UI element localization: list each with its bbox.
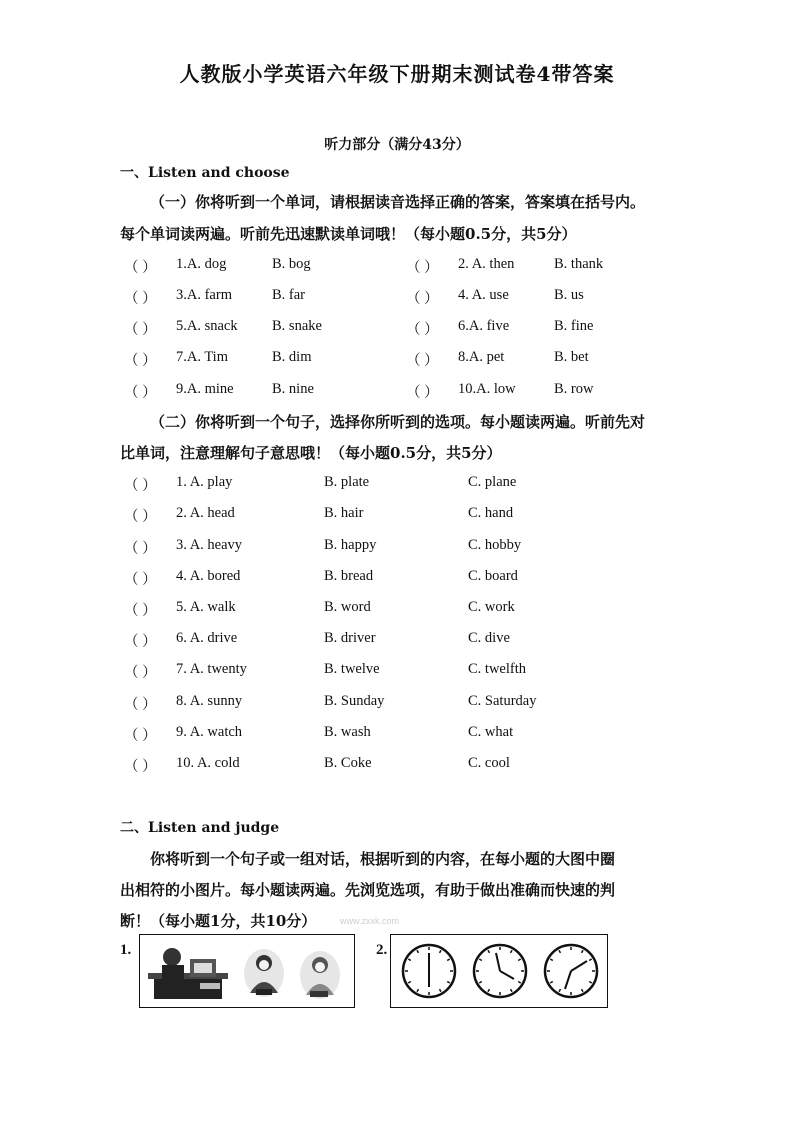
option-b: B. dim xyxy=(272,349,312,365)
option-a: 9.A. mine xyxy=(176,381,234,397)
girl-portrait-icon xyxy=(300,951,340,999)
option-b: B. bread xyxy=(324,568,374,584)
answer-blank[interactable]: （ ） xyxy=(124,541,157,557)
clock-icon xyxy=(545,945,597,997)
answer-blank[interactable]: （ ） xyxy=(124,260,157,276)
option-b: B. thank xyxy=(554,256,604,272)
answer-blank[interactable]: （ ） xyxy=(124,603,157,619)
option-b: B. nine xyxy=(272,381,314,397)
part1-instruction-1: （一）你将听到一个单词，请根据读音选择正确的答案，答案填在括号内。 xyxy=(150,193,646,211)
option-a: 6.A. five xyxy=(458,318,510,334)
option-b: B. bog xyxy=(272,256,311,272)
clocks-illustration xyxy=(391,935,607,1007)
option-a: 3.A. farm xyxy=(176,287,232,303)
option-a: 2. A. then xyxy=(458,256,515,272)
option-a: 8.A. pet xyxy=(458,349,505,365)
people-illustration xyxy=(140,935,354,1007)
page-title: 人教版小学英语六年级下册期末测试卷4带答案 xyxy=(179,62,615,86)
option-b: B. far xyxy=(272,287,306,303)
answer-blank[interactable]: （ ） xyxy=(406,291,439,307)
option-b: B. happy xyxy=(324,537,377,553)
option-a: 5.A. snack xyxy=(176,318,238,334)
section2-instruction-1: 你将听到一个句子或一组对话，根据听到的内容，在每小题的大图中圈 xyxy=(150,850,616,868)
clock-icon xyxy=(403,945,455,997)
answer-blank[interactable]: （ ） xyxy=(124,478,157,494)
option-c: C. hobby xyxy=(468,537,522,553)
answer-blank[interactable]: （ ） xyxy=(124,509,157,525)
option-c: C. work xyxy=(468,599,515,615)
option-c: C. board xyxy=(468,568,518,584)
question-1-picture-box xyxy=(139,934,355,1008)
option-a: 7.A. Tim xyxy=(176,349,228,365)
answer-blank[interactable]: （ ） xyxy=(124,385,157,401)
answer-blank[interactable]: （ ） xyxy=(406,260,439,276)
option-b: B. Sunday xyxy=(324,693,385,709)
option-b: B. driver xyxy=(324,630,376,646)
answer-blank[interactable]: （ ） xyxy=(124,322,157,338)
option-a: 6. A. drive xyxy=(176,630,238,646)
question-2-picture-box xyxy=(390,934,608,1008)
answer-blank[interactable]: （ ） xyxy=(124,665,157,681)
answer-blank[interactable]: （ ） xyxy=(124,572,157,588)
option-b: B. snake xyxy=(272,318,322,334)
woman-portrait-icon xyxy=(244,949,284,997)
part1-instruction-2: 每个单词读两遍。听前先迅速默读单词哦！（每小题0.5分，共5分） xyxy=(120,225,577,243)
option-a: 2. A. head xyxy=(176,505,235,521)
option-b: B. twelve xyxy=(324,661,380,677)
option-c: C. cool xyxy=(468,755,510,771)
option-c: C. dive xyxy=(468,630,510,646)
part2-instruction-1: （二）你将听到一个句子，选择你所听到的选项。每小题读两遍。听前先对 xyxy=(150,413,646,431)
option-a: 4. A. use xyxy=(458,287,509,303)
option-b: B. fine xyxy=(554,318,594,334)
option-a: 10.A. low xyxy=(458,381,516,397)
option-a: 5. A. walk xyxy=(176,599,236,615)
section2-heading: 二、Listen and judge xyxy=(120,820,280,836)
answer-blank[interactable]: （ ） xyxy=(406,385,439,401)
option-a: 3. A. heavy xyxy=(176,537,243,553)
option-a: 8. A. sunny xyxy=(176,693,243,709)
option-b: B. hair xyxy=(324,505,364,521)
option-b: B. word xyxy=(324,599,371,615)
option-b: B. us xyxy=(554,287,584,303)
answer-blank[interactable]: （ ） xyxy=(124,759,157,775)
option-b: B. row xyxy=(554,381,594,397)
option-c: C. hand xyxy=(468,505,514,521)
answer-blank[interactable]: （ ） xyxy=(124,697,157,713)
option-c: C. twelfth xyxy=(468,661,526,677)
clock-icon xyxy=(474,945,526,997)
answer-blank[interactable]: （ ） xyxy=(406,322,439,338)
question-1-label: 1. xyxy=(120,942,132,958)
watermark: www.zxxk.com xyxy=(340,916,400,926)
option-b: B. bet xyxy=(554,349,589,365)
listening-header: 听力部分（满分43分） xyxy=(324,137,470,153)
option-a: 9. A. watch xyxy=(176,724,243,740)
answer-blank[interactable]: （ ） xyxy=(124,634,157,650)
answer-blank[interactable]: （ ） xyxy=(124,728,157,744)
section2-instruction-2: 出相符的小图片。每小题读两遍。先浏览选项，有助于做出准确而快速的判 xyxy=(120,881,616,899)
section2-instruction-3: 断！（每小题1分，共10分） xyxy=(120,912,317,930)
option-a: 4. A. bored xyxy=(176,568,241,584)
option-b: B. wash xyxy=(324,724,371,740)
answer-blank[interactable]: （ ） xyxy=(406,353,439,369)
option-c: C. plane xyxy=(468,474,517,490)
answer-blank[interactable]: （ ） xyxy=(124,291,157,307)
answer-blank[interactable]: （ ） xyxy=(124,353,157,369)
option-c: C. what xyxy=(468,724,514,740)
section1-heading: 一、Listen and choose xyxy=(120,165,290,181)
option-c: C. Saturday xyxy=(468,693,537,709)
office-worker-icon xyxy=(148,948,228,999)
option-a: 7. A. twenty xyxy=(176,661,247,677)
option-a: 1.A. dog xyxy=(176,256,227,272)
option-b: B. Coke xyxy=(324,755,372,771)
part2-instruction-2: 比单词，注意理解句子意思哦！（每小题0.5分，共5分） xyxy=(120,444,502,462)
question-2-label: 2. xyxy=(376,942,388,958)
option-a: 10. A. cold xyxy=(176,755,240,771)
option-b: B. plate xyxy=(324,474,370,490)
option-a: 1. A. play xyxy=(176,474,233,490)
